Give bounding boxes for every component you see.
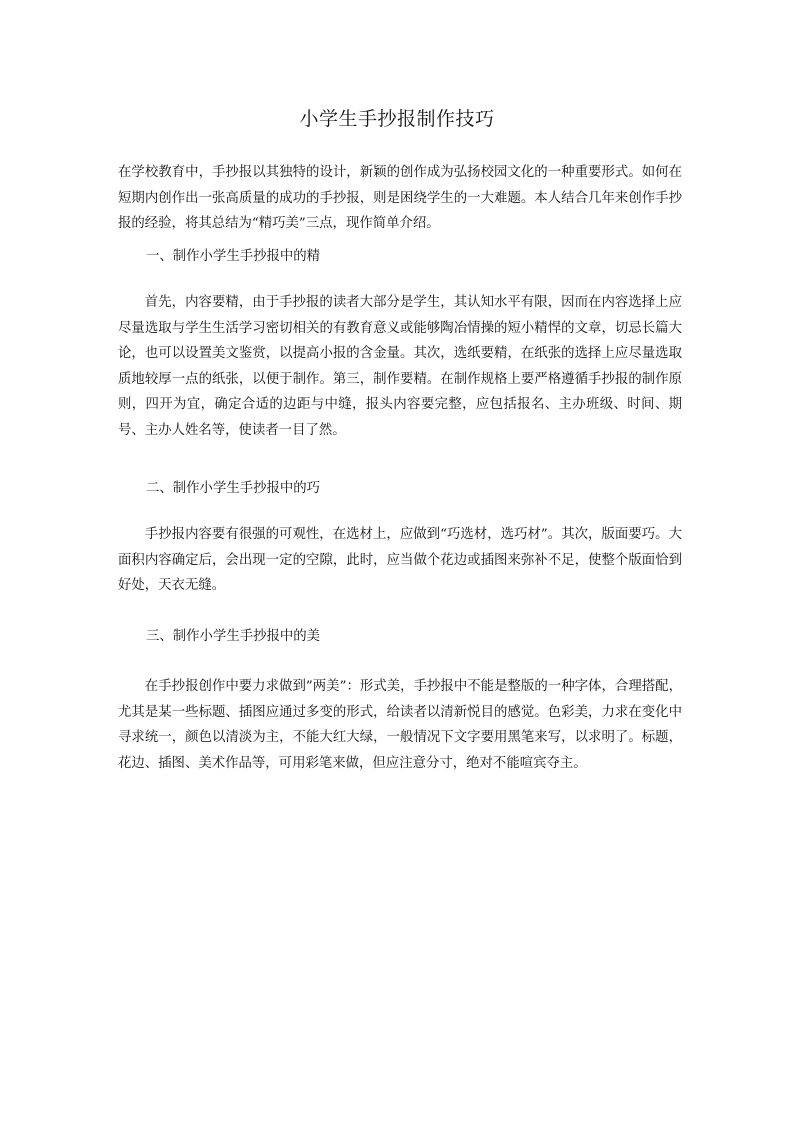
section-paragraph-3: 在手抄报创作中要力求做到”两美”：形式美，手抄报中不能是整版的一种字体，合理搭配，尤其是某一些标题、插图应通过多变的形式，给读者以清新悦目的感觉。色彩美，力求在变化中寻求统一，颜色以清淡为主，不能大红大绿，一般情况下文字要用黑笔来写，以求明了。标题，花边、插图、美术作品等，可用彩笔来做，但应注意分寸，绝对不能喧宾夺主。 — [118, 679, 682, 771]
section-heading-2: 二、制作小学生手抄报中的巧 — [146, 481, 321, 496]
intro-paragraph: 在学校教育中，手抄报以其独特的设计，新颖的创作成为弘扬校园文化的一种重要形式。如何在短期内创作出一张高质量的成功的手抄报，则是困绕学生的一大难题。本人结合几年来创作手抄报的经验，将其总结为“精巧美”三点，现作简单介绍。 — [118, 165, 682, 231]
page-title: 小学生手抄报制作技巧 — [299, 108, 495, 130]
section-paragraph-1: 首先，内容要精，由于手抄报的读者大部分是学生，其认知水平有限，因而在内容选择上应尽量选取与学生生活学习密切相关的有教育意义或能够陶冶情操的短小精悍的文章，切忌长篇大论，也可以设置美文鉴赏，以提高小报的含金量。其次，选纸要精，在纸张的选择上应尽量选取质地较厚一点的纸张，以便于制作。第三，制作要精。在制作规格上要严格遵循手抄报的制作原则，四开为宜，确定合适的边距与中缝，报头内容要完整，应包括报名、主办班级、时间、期号、主办人姓名等，使读者一目了然。 — [118, 295, 682, 438]
section-heading-1: 一、制作小学生手抄报中的精 — [146, 249, 321, 264]
section-heading-3: 三、制作小学生手抄报中的美 — [146, 629, 321, 644]
section-paragraph-2: 手抄报内容要有很强的可观性，在选材上，应做到“巧选材，选巧材”。其次，版面要巧。大面积内容确定后，会出现一定的空隙，此时，应当做个花边或插图来弥补不足，使整个版面恰到好处，天衣无缝。 — [118, 527, 682, 593]
